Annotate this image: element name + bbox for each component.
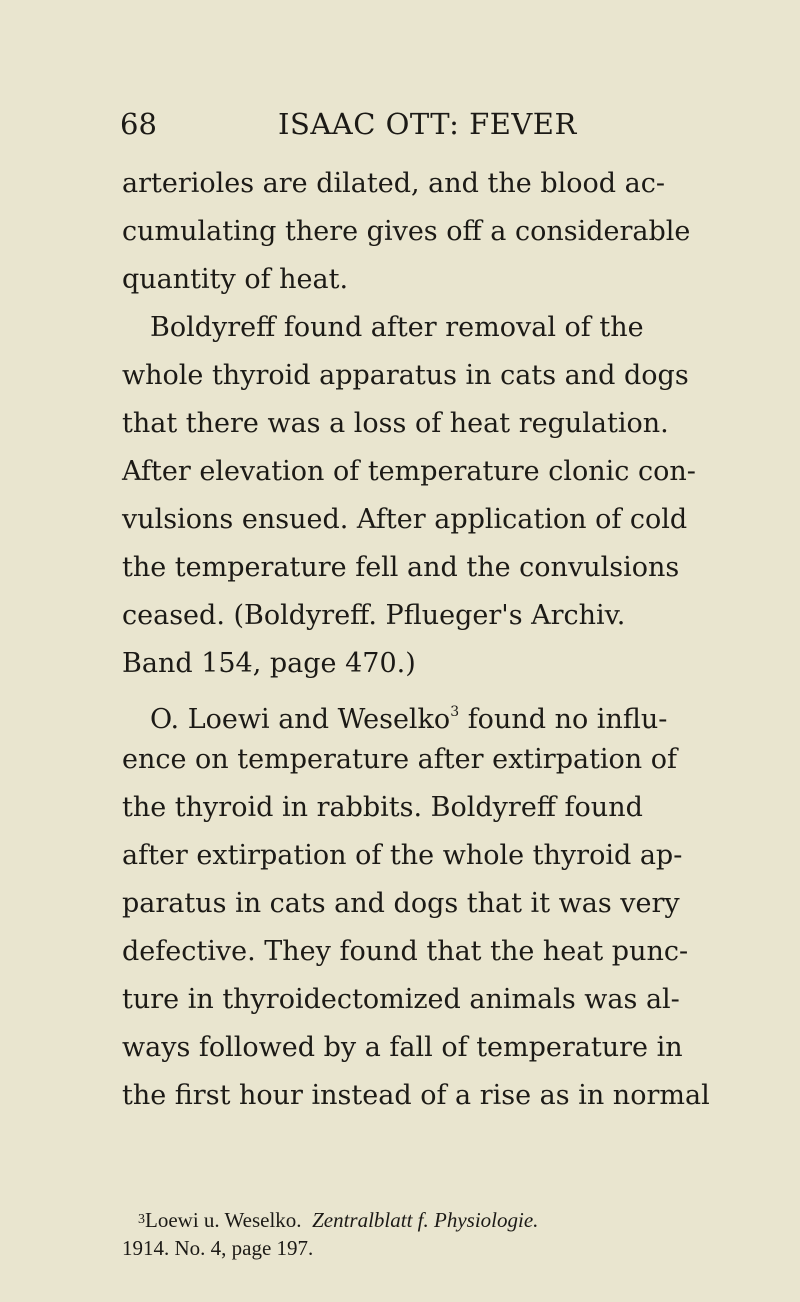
page-header — [120, 104, 600, 144]
footnote-authors: Loewi u. Weselko. — [145, 1208, 302, 1232]
text-line: Boldyreff found after removal of the — [150, 312, 644, 343]
text-line: the first hour instead of a rise as in normal — [122, 1080, 710, 1111]
text-line-end: found no influ- — [459, 704, 668, 735]
text-line: whole thyroid apparatus in cats and dogs — [122, 360, 689, 391]
footnote-marker: 3 — [138, 1212, 145, 1227]
text-line-start: O. Loewi and Weselko — [150, 704, 451, 735]
text-line: After elevation of temperature clonic con- — [122, 456, 696, 487]
body-text — [122, 160, 722, 1120]
text-line: that there was a loss of heat regulation. — [122, 408, 669, 439]
text-line-with-footnote-ref — [122, 688, 722, 736]
text-line: defective. They found that the heat punc- — [122, 936, 689, 967]
text-line: ence on temperature after extirpation of — [122, 744, 678, 775]
text-line: vulsions ensued. After application of cold — [122, 504, 688, 535]
footnote-reference: 3 — [450, 704, 460, 720]
footnote-line: 1914. No. 4, page 197. — [122, 1236, 314, 1260]
footnote-line — [122, 1206, 722, 1234]
text-line: ture in thyroidectomized animals was al- — [122, 984, 680, 1015]
text-line: quantity of heat. — [122, 264, 349, 295]
text-line: the temperature fell and the convulsions — [122, 552, 680, 583]
text-line: the thyroid in rabbits. Boldyreff found — [122, 792, 643, 823]
running-head: ISAAC OTT: FEVER — [278, 107, 577, 141]
text-line: after extirpation of the whole thyroid ap- — [122, 840, 683, 871]
page-number: 68 — [120, 107, 157, 141]
text-line: ceased. (Boldyreff. Pflueger's Archiv. — [122, 600, 626, 631]
text-line: cumulating there gives off a considerable — [122, 216, 691, 247]
text-line: Band 154, page 470.) — [122, 648, 416, 679]
footnotes — [122, 1206, 722, 1262]
text-line: paratus in cats and dogs that it was very — [122, 888, 680, 919]
text-line: ways followed by a fall of temperature in — [122, 1032, 683, 1063]
footnote-journal: Zentralblatt f. Physiologie. — [312, 1208, 539, 1232]
text-line: arterioles are dilated, and the blood ac- — [122, 168, 665, 199]
